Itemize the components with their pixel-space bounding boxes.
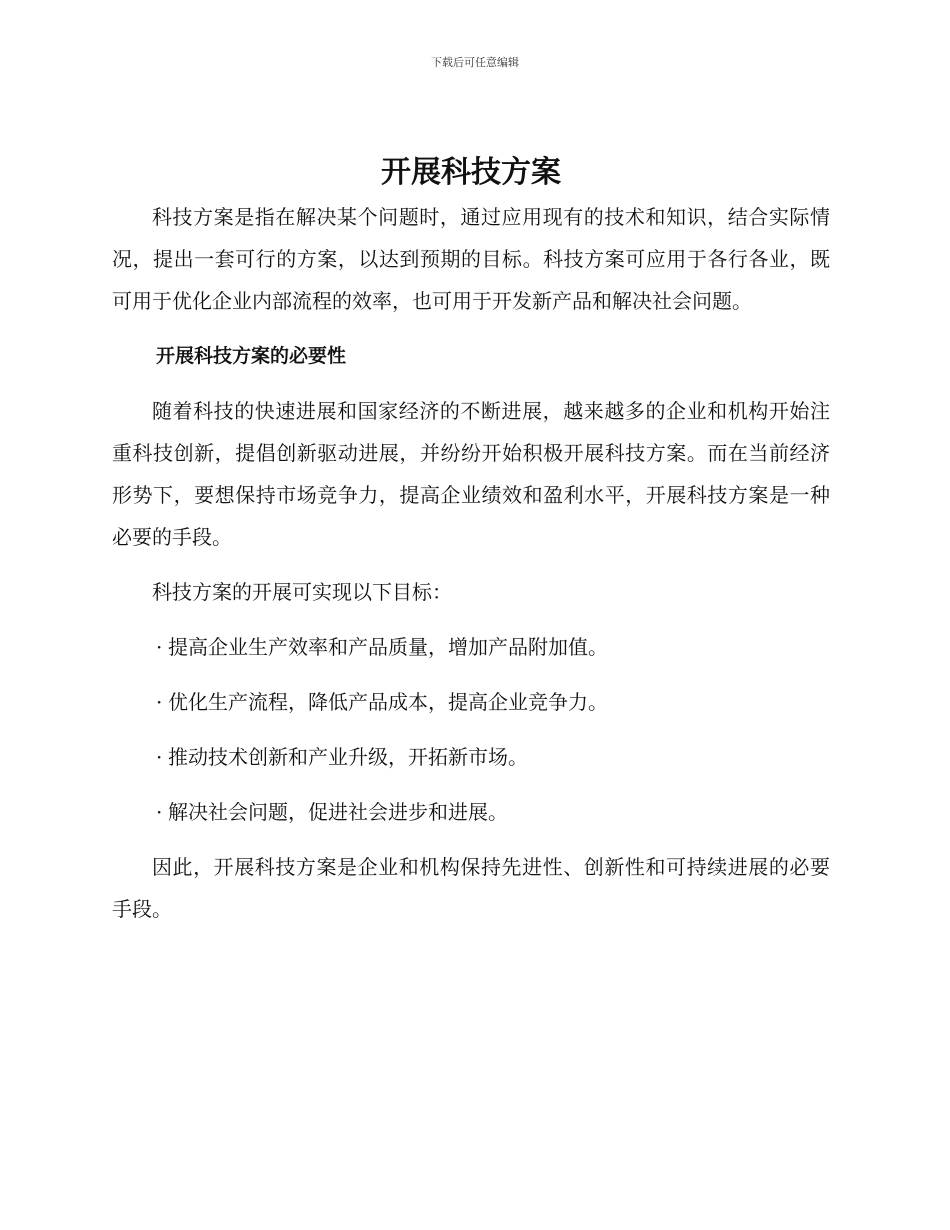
intro-paragraph: 科技方案是指在解决某个问题时，通过应用现有的技术和知识，结合实际情况，提出一套可行的方案，以达到预期的目标。科技方案可应用于各行各业，既可用于优化企业内部流程的效率，也可用于开发新产品和解决社会问题。 [112, 205, 830, 313]
list-item [112, 736, 830, 778]
goals-intro: 科技方案的开展可实现以下目标： [152, 580, 452, 604]
goal-text: 解决社会问题，促进社会进步和进展。 [168, 800, 508, 824]
list-item [112, 626, 830, 668]
document-body [112, 150, 830, 930]
goals-list [112, 626, 830, 833]
bullet-icon: · [156, 635, 163, 659]
goal-text: 推动技术创新和产业升级，开拓新市场。 [168, 745, 528, 769]
necessity-paragraph: 随着科技的快速进展和国家经济的不断进展，越来越多的企业和机构开始注重科技创新，提倡创新驱动进展，并纷纷开始积极开展科技方案。而在当前经济形势下，要想保持市场竞争力，提高企业绩效和盈利水平，开展科技方案是一种必要的手段。 [112, 399, 830, 549]
bullet-icon: · [156, 800, 163, 824]
bullet-icon: · [156, 745, 163, 769]
page-title: 开展科技方案 [381, 155, 561, 190]
goal-text: 优化生产流程，降低产品成本，提高企业竞争力。 [168, 690, 608, 714]
section-heading: 开展科技方案的必要性 [156, 345, 347, 367]
header-note: 下载后可任意编辑 [431, 56, 519, 69]
list-item [112, 681, 830, 723]
conclusion-paragraph: 因此，开展科技方案是企业和机构保持先进性、创新性和可持续进展的必要手段。 [112, 855, 830, 921]
goal-text: 提高企业生产效率和产品质量，增加产品附加值。 [168, 635, 608, 659]
list-item [112, 791, 830, 833]
bullet-icon: · [156, 690, 163, 714]
